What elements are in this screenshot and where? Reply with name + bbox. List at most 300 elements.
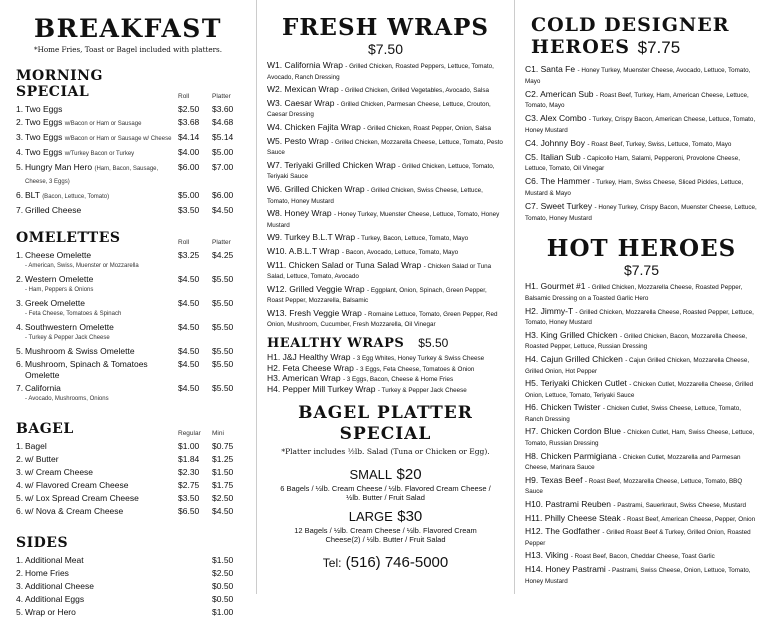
item-code: W8. bbox=[267, 208, 283, 219]
item-desc: - Grilled Chicken, Parmesan Cheese, Lettuce, Crouton, Caesar Dressing bbox=[267, 100, 491, 119]
item-name: Fresh Veggie Wrap bbox=[289, 307, 362, 318]
item-name: Honey Pastrami bbox=[545, 564, 606, 575]
item-number: 4. bbox=[16, 322, 24, 332]
item-desc: - Chicken Cutlet, Swiss Cheese, Lettuce, Tomato, Ranch Dressing bbox=[525, 405, 741, 423]
menu-item bbox=[16, 454, 246, 465]
menu-item bbox=[16, 581, 246, 592]
tel-label: Tel: bbox=[322, 556, 342, 571]
cold-title-line2: HEROES bbox=[531, 36, 630, 58]
item-desc: - Grilled Chicken, Lettuce, Tomato, Teriyaki Sauce bbox=[267, 162, 495, 181]
menu-item bbox=[525, 65, 758, 87]
menu-item bbox=[525, 355, 758, 376]
item-number: 2. bbox=[16, 117, 24, 127]
item-name: Santa Fe bbox=[540, 64, 576, 74]
item-name: Viking bbox=[545, 550, 569, 561]
menu-item bbox=[525, 139, 758, 150]
item-name: American Sub bbox=[540, 88, 594, 99]
item-code: W13. bbox=[267, 307, 287, 318]
item-name bbox=[25, 454, 178, 465]
item-name bbox=[25, 298, 178, 320]
item-name bbox=[25, 568, 212, 579]
menu-item bbox=[16, 383, 246, 405]
item-name: Grilled Chicken Wrap bbox=[284, 183, 365, 194]
item-name-text: California bbox=[25, 383, 61, 393]
item-name: California Wrap bbox=[284, 60, 343, 70]
item-code: W9. bbox=[267, 232, 283, 243]
omelettes-title: OMELETTES bbox=[16, 230, 121, 246]
item-name: Gourmet #1 bbox=[540, 281, 586, 292]
telephone bbox=[267, 554, 504, 571]
item-desc: - Grilled Chicken, Mozzarella Cheese, Roasted Pepper, Lettuce, Tomato, Honey Mustard bbox=[525, 308, 754, 327]
item-desc: w/Turkey Bacon or Turkey bbox=[64, 151, 135, 157]
item-code: H7. bbox=[525, 426, 539, 437]
item-desc: - Turkey, Ham, Swiss Cheese, Sliced Pickles, Lettuce, Mustard & Mayo bbox=[525, 179, 744, 197]
item-code: W5. bbox=[267, 135, 283, 146]
item-name bbox=[25, 594, 212, 605]
item-number: 2. bbox=[16, 568, 24, 578]
item-price-2: $5.50 bbox=[212, 346, 234, 356]
item-number: 3. bbox=[16, 581, 24, 591]
bagel-platter-title-line1: BAGEL PLATTER bbox=[298, 403, 473, 424]
bagel-platter-title bbox=[267, 403, 504, 445]
menu-item bbox=[16, 346, 246, 357]
item-price: $0.50 bbox=[212, 594, 234, 604]
item-name: Turkey B.L.T Wrap bbox=[284, 232, 356, 243]
item-name: The Godfather bbox=[545, 526, 600, 537]
menu-item bbox=[267, 185, 504, 206]
item-number: 4. bbox=[16, 594, 24, 604]
item-name-text: w/ Lox Spread Cream Cheese bbox=[25, 493, 139, 503]
menu-item bbox=[525, 565, 758, 586]
item-price-1: $3.50 bbox=[178, 205, 200, 215]
item-name-text: Two Eggs bbox=[25, 104, 63, 114]
menu-item bbox=[16, 162, 246, 188]
item-desc: - Grilled Chicken, Grilled Vegetables, Avocado, Salsa bbox=[341, 87, 489, 95]
menu-item bbox=[16, 493, 246, 504]
menu-item bbox=[267, 261, 504, 282]
menu-item bbox=[525, 403, 758, 424]
item-code: H9. bbox=[525, 474, 539, 485]
item-desc: - Chicken Cutlet, Mozzarella and Parmesan Cheese, Marinara Sauce bbox=[525, 453, 741, 472]
item-name: Sweet Turkey bbox=[540, 200, 593, 211]
item-name-text: Hungry Man Hero bbox=[25, 162, 93, 172]
menu-item bbox=[525, 527, 758, 548]
item-desc: - Roast Beef, American Cheese, Pepper, Onion bbox=[623, 515, 756, 523]
menu-item bbox=[16, 205, 246, 216]
item-number: 3. bbox=[16, 467, 24, 477]
morning-special-list bbox=[16, 104, 246, 216]
menu-item bbox=[525, 282, 758, 303]
item-number: 1. bbox=[16, 250, 24, 260]
item-code: H1. bbox=[267, 352, 281, 363]
item-price-1: $4.50 bbox=[178, 346, 200, 356]
item-name: Chicken Parmigiana bbox=[540, 450, 617, 461]
item-price-1: $6.00 bbox=[178, 162, 200, 172]
item-name-text: Greek Omelette bbox=[25, 298, 85, 308]
item-name-text: Additional Cheese bbox=[25, 581, 94, 591]
item-price-1: $4.50 bbox=[178, 383, 200, 393]
item-name: Jimmy-T bbox=[540, 305, 574, 316]
menu-item bbox=[16, 480, 246, 491]
item-name bbox=[25, 104, 178, 115]
menu-item bbox=[525, 500, 758, 511]
item-desc: - Roast Beef, Turkey, Swiss, Lettuce, Tomato, Mayo bbox=[587, 140, 732, 148]
item-name bbox=[25, 147, 178, 160]
omelettes-list bbox=[16, 250, 246, 405]
item-name-text: Grilled Cheese bbox=[25, 205, 82, 215]
item-desc: - Turkey, Crispy Bacon, American Cheese, Lettuce, Tomato, Honey Mustard bbox=[525, 116, 756, 134]
small-platter bbox=[267, 466, 504, 484]
sides-list bbox=[16, 555, 246, 618]
menu-item bbox=[525, 379, 758, 400]
item-desc: - Avocado, Mushrooms, Onions bbox=[25, 396, 109, 402]
item-desc: (Ham, Bacon, Sausage, Cheese, 3 Eggs) bbox=[25, 166, 159, 185]
item-desc: - Grilled Roast Beef & Turkey, Grilled Onion, Roasted Pepper bbox=[525, 529, 751, 547]
cold-heroes-list bbox=[525, 65, 758, 223]
menu-item bbox=[525, 202, 758, 224]
item-name: Johnny Boy bbox=[540, 137, 586, 148]
item-code: H12. bbox=[525, 526, 543, 537]
item-code: H4. bbox=[267, 383, 281, 394]
item-name bbox=[25, 480, 178, 491]
item-price-2: $5.50 bbox=[212, 322, 234, 332]
platter-col-label: Platter bbox=[212, 93, 231, 100]
item-price-2: $5.50 bbox=[212, 298, 234, 308]
item-number: 7. bbox=[16, 383, 24, 393]
roll-col-label: Roll bbox=[178, 239, 190, 246]
item-code: W11. bbox=[267, 259, 287, 270]
item-number: 5. bbox=[16, 162, 24, 172]
item-number: 1. bbox=[16, 555, 24, 565]
item-price-1: $2.75 bbox=[178, 480, 200, 490]
item-name: Teriyaki Grilled Chicken Wrap bbox=[284, 159, 396, 170]
sides-title: SIDES bbox=[16, 535, 69, 551]
item-name: Caesar Wrap bbox=[284, 97, 335, 108]
item-desc: - Grilled Chicken, Roast Pepper, Onion, Salsa bbox=[363, 124, 491, 132]
item-name: Chicken Salad or Tuna Salad Wrap bbox=[288, 259, 422, 270]
item-desc: - 3 Eggs, Bacon, Cheese & Home Fries bbox=[342, 376, 454, 384]
bagel-header bbox=[10, 421, 246, 437]
item-price-1: $2.50 bbox=[178, 104, 200, 114]
menu-item bbox=[267, 123, 504, 134]
morning-special-title: MORNING SPECIAL bbox=[16, 68, 103, 100]
item-name bbox=[25, 441, 178, 452]
item-name-text: Additional Eggs bbox=[25, 594, 85, 604]
item-desc: - Honey Turkey, Crispy Bacon, Muenster Cheese, Lettuce, Tomato, Honey Mustard bbox=[525, 203, 757, 222]
item-price-1: $3.25 bbox=[178, 250, 200, 260]
item-desc: - Roast Beef, Turkey, Ham, American Cheese, Lettuce, Tomato, Mayo bbox=[525, 91, 749, 110]
item-price-2: $1.25 bbox=[212, 454, 234, 464]
menu-item bbox=[267, 99, 504, 120]
menu-item bbox=[16, 607, 246, 618]
item-desc: - Chicken Cutlet, Mozzarella Cheese, Grilled Onion, Lettuce, Tomato, Teriyaki Sauce bbox=[525, 381, 754, 399]
item-name: American Wrap bbox=[282, 373, 341, 384]
item-price-1: $4.14 bbox=[178, 132, 200, 142]
menu-item bbox=[16, 250, 246, 272]
cold-title-line1: COLD DESIGNER bbox=[531, 14, 730, 36]
item-price-2: $7.00 bbox=[212, 162, 234, 172]
item-name bbox=[25, 190, 178, 203]
item-number: 5. bbox=[16, 346, 24, 356]
menu-item bbox=[16, 117, 246, 130]
item-name: Pesto Wrap bbox=[284, 135, 329, 146]
item-code: W6. bbox=[267, 183, 283, 194]
item-price: $0.50 bbox=[212, 581, 234, 591]
item-price-1: $3.68 bbox=[178, 117, 200, 127]
item-desc: - Roast Beef, Bacon, Cheddar Cheese, Toast Garlic bbox=[570, 553, 715, 561]
menu-item bbox=[525, 90, 758, 112]
item-code: H3. bbox=[267, 373, 281, 384]
item-price-1: $6.50 bbox=[178, 506, 200, 516]
item-desc: - Turkey & Pepper Jack Cheese bbox=[25, 335, 110, 341]
item-name: Feta Cheese Wrap bbox=[282, 362, 354, 373]
item-name bbox=[25, 274, 178, 296]
menu-item bbox=[267, 385, 504, 396]
menu-item bbox=[525, 514, 758, 525]
item-number: 7. bbox=[16, 205, 24, 215]
menu-item bbox=[525, 452, 758, 473]
item-number: 4. bbox=[16, 147, 24, 157]
platter-col-label: Platter bbox=[212, 239, 231, 246]
item-number: 3. bbox=[16, 132, 24, 142]
item-name-text: Southwestern Omelette bbox=[25, 322, 114, 332]
item-name: J&J Healthy Wrap bbox=[282, 352, 351, 363]
item-price-2: $5.50 bbox=[212, 359, 234, 369]
healthy-wraps-header bbox=[267, 336, 504, 351]
item-desc: - Romaine Lettuce, Tomato, Green Pepper, Red Onion, Mushroom, Cucumber, Fresh Mozzarella, Oil Vinegar bbox=[267, 310, 498, 329]
item-name bbox=[25, 607, 212, 618]
menu-item bbox=[16, 190, 246, 203]
item-desc: - Grilled Chicken, Mozzarella Cheese, Lettuce, Tomato, Pesto Sauce bbox=[267, 138, 503, 157]
morning-special-header bbox=[10, 68, 246, 100]
item-name-text: Wrap or Hero bbox=[25, 607, 76, 617]
item-desc: - Honey Turkey, Muenster Cheese, Avocado, Lettuce, Tomato, Mayo bbox=[525, 67, 751, 85]
item-code: H4. bbox=[525, 353, 539, 364]
healthy-wraps-list bbox=[267, 353, 504, 395]
item-code: H13. bbox=[525, 550, 543, 561]
menu-item bbox=[525, 551, 758, 562]
item-desc: - Capicollo Ham, Salami, Pepperoni, Provolone Cheese, Lettuce, Tomato, Oil Vinegar bbox=[525, 154, 740, 173]
fresh-wraps-price: $7.50 bbox=[367, 41, 404, 57]
item-price-1: $5.00 bbox=[178, 190, 200, 200]
item-code: C4. bbox=[525, 137, 539, 148]
item-name bbox=[25, 506, 178, 517]
mini-col-label: Mini bbox=[212, 430, 224, 437]
item-name: Texas Beef bbox=[540, 474, 583, 485]
item-name: Alex Combo bbox=[540, 113, 587, 124]
item-name bbox=[25, 117, 178, 130]
item-price-2: $4.50 bbox=[212, 205, 234, 215]
item-price-2: $2.50 bbox=[212, 493, 234, 503]
menu-item bbox=[267, 285, 504, 306]
large-label: LARGE bbox=[348, 509, 393, 525]
item-name bbox=[25, 205, 178, 216]
item-code: W10. bbox=[267, 245, 287, 256]
large-desc: 12 Bagels / ½lb. Cream Cheese / ½lb. Flavored Cream Cheese(2) / ½lb. Butter / Fruit Salad bbox=[294, 526, 477, 545]
menu-item bbox=[525, 177, 758, 199]
item-price-1: $4.50 bbox=[178, 359, 200, 369]
item-name: Mexican Wrap bbox=[284, 84, 339, 95]
item-name-text: Western Omelette bbox=[25, 274, 94, 284]
item-name bbox=[25, 359, 178, 381]
item-code: H8. bbox=[525, 450, 539, 461]
fresh-wraps-title: FRESH WRAPS bbox=[281, 14, 490, 41]
item-price-1: $4.50 bbox=[178, 322, 200, 332]
bagel-title: BAGEL bbox=[16, 421, 74, 437]
item-price: $1.00 bbox=[212, 607, 234, 617]
menu-item bbox=[16, 441, 246, 452]
menu-item bbox=[16, 594, 246, 605]
item-name-text: Home Fries bbox=[25, 568, 69, 578]
menu-item bbox=[16, 147, 246, 160]
item-desc: - Pastrami, Swiss Cheese, Onion, Lettuce, Tomato, Honey Mustard bbox=[525, 567, 751, 585]
item-price-2: $0.75 bbox=[212, 441, 234, 451]
item-name: Honey Wrap bbox=[284, 208, 332, 219]
large-platter bbox=[267, 508, 504, 526]
item-name bbox=[25, 162, 178, 188]
menu-item bbox=[267, 61, 504, 82]
item-name bbox=[25, 581, 212, 592]
item-price-1: $2.30 bbox=[178, 467, 200, 477]
item-number: 6. bbox=[16, 506, 24, 516]
item-desc: - Grilled Chicken, Bacon, Mozzarella Cheese, Roasted Pepper, Lettuce, Russian Dressing bbox=[525, 332, 748, 351]
menu-item bbox=[16, 132, 246, 145]
item-name: Chicken Twister bbox=[540, 402, 601, 413]
menu-item bbox=[16, 298, 246, 320]
breakfast-panel bbox=[0, 0, 256, 617]
hot-heroes-title: HOT HEROES bbox=[546, 235, 737, 263]
item-name bbox=[25, 555, 212, 566]
item-price-2: $5.14 bbox=[212, 132, 234, 142]
item-price-2: $1.50 bbox=[212, 467, 234, 477]
menu-item bbox=[16, 555, 246, 566]
item-number: 6. bbox=[16, 359, 24, 369]
item-code: W4. bbox=[267, 121, 283, 132]
item-number: 2. bbox=[16, 274, 24, 284]
item-name: The Hammer bbox=[540, 176, 591, 187]
item-code: W12. bbox=[267, 283, 287, 294]
item-number: 6. bbox=[16, 190, 24, 200]
menu-item bbox=[16, 359, 246, 381]
item-code: H5. bbox=[525, 378, 539, 389]
item-name: Chicken Cordon Blue bbox=[540, 426, 621, 437]
item-number: 3. bbox=[16, 298, 24, 308]
menu-item bbox=[16, 568, 246, 579]
item-code: W3. bbox=[267, 97, 283, 108]
small-label: SMALL bbox=[349, 467, 393, 483]
item-name: Grilled Veggie Wrap bbox=[289, 283, 365, 294]
item-desc: - 3 Egg Whites, Honey Turkey & Swiss Cheese bbox=[352, 355, 485, 363]
healthy-wraps-title: HEALTHY WRAPS bbox=[267, 336, 405, 352]
cold-heroes-price: $7.75 bbox=[637, 38, 681, 57]
item-price-2: $5.50 bbox=[212, 274, 234, 284]
item-name: Pepper Mill Turkey Wrap bbox=[282, 383, 376, 394]
item-code: H11. bbox=[525, 512, 543, 523]
item-code: C3. bbox=[525, 113, 539, 124]
item-desc: - Ham, Peppers & Onions bbox=[25, 287, 94, 293]
bagel-platter-title-line2: SPECIAL bbox=[339, 424, 432, 445]
item-code: C7. bbox=[525, 200, 539, 211]
item-name: Philly Cheese Steak bbox=[544, 512, 621, 523]
item-name-text: Cheese Omelette bbox=[25, 250, 92, 260]
item-desc: w/Bacon or Ham or Sausage bbox=[64, 121, 142, 127]
menu-item bbox=[525, 476, 758, 497]
menu-item bbox=[525, 114, 758, 136]
item-price-2: $1.75 bbox=[212, 480, 234, 490]
breakfast-note: *Home Fries, Toast or Bagel included with platters. bbox=[33, 45, 223, 54]
item-name-text: w/ Cream Cheese bbox=[25, 467, 94, 477]
item-desc: - Bacon, Avocado, Lettuce, Tomato, Mayo bbox=[341, 248, 459, 256]
menu-item bbox=[525, 153, 758, 175]
small-desc: 6 Bagels / ½lb. Cream Cheese / ½lb. Flavored Cream Cheese / ½lb. Butter / Fruit Salad bbox=[280, 484, 491, 503]
item-name-text: BLT bbox=[25, 190, 40, 200]
item-price-2: $4.50 bbox=[212, 506, 234, 516]
item-price-1: $3.50 bbox=[178, 493, 200, 503]
item-name-text: w/ Nova & Cream Cheese bbox=[25, 506, 124, 516]
menu-item bbox=[525, 331, 758, 352]
item-name: Italian Sub bbox=[540, 151, 581, 162]
item-name: King Grilled Chicken bbox=[540, 329, 618, 340]
item-desc: (Bacon, Lettuce, Tomato) bbox=[42, 194, 110, 200]
item-price-2: $4.68 bbox=[212, 117, 234, 127]
menu-item bbox=[525, 307, 758, 328]
menu-item bbox=[16, 274, 246, 296]
bagel-platter-note: *Platter includes ½lb. Salad (Tuna or Chicken or Egg). bbox=[281, 447, 490, 457]
item-code: C6. bbox=[525, 176, 539, 187]
fresh-wraps-list bbox=[267, 61, 504, 330]
item-name-text: w/ Butter bbox=[25, 454, 59, 464]
item-number: 1. bbox=[16, 104, 24, 114]
tel-number[interactable]: (516) 746-5000 bbox=[345, 554, 449, 572]
item-name bbox=[25, 250, 178, 272]
item-code: C1. bbox=[525, 64, 539, 74]
item-name-text: w/ Flavored Cream Cheese bbox=[25, 480, 129, 490]
item-code: H2. bbox=[525, 305, 539, 316]
item-desc: - 3 Eggs, Feta Cheese, Tomatoes & Onion bbox=[356, 365, 475, 373]
item-price-2: $6.00 bbox=[212, 190, 234, 200]
item-name-text: Mushroom, Spinach & Tomatoes Omelette bbox=[25, 359, 148, 380]
hot-heroes-list bbox=[525, 282, 758, 586]
menu-item bbox=[267, 85, 504, 96]
item-code: W1. bbox=[267, 60, 283, 70]
menu-item bbox=[267, 209, 504, 230]
menu-item bbox=[267, 233, 504, 244]
item-name-text: Two Eggs bbox=[25, 147, 63, 157]
item-desc: - Feta Cheese, Tomatoes & Spinach bbox=[25, 311, 122, 317]
item-name: Teriyaki Chicken Cutlet bbox=[540, 378, 627, 389]
item-desc: - Honey Turkey, Muenster Cheese, Lettuce, Tomato, Honey Mustard bbox=[267, 211, 500, 229]
item-price-1: $1.84 bbox=[178, 454, 200, 464]
item-number: 5. bbox=[16, 607, 24, 617]
item-desc: - Pastrami, Sauerkraut, Swiss Cheese, Mustard bbox=[613, 502, 747, 510]
item-desc: - Chicken Salad or Tuna Salad, Lettuce, Tomato, Avocado bbox=[267, 262, 492, 281]
menu-item bbox=[267, 309, 504, 330]
item-code: C2. bbox=[525, 88, 539, 99]
item-desc: - Cajun Grilled Chicken, Mozzarella Cheese, Grilled Onion, Hot Pepper bbox=[525, 356, 750, 375]
bagel-list bbox=[16, 441, 246, 517]
item-price-1: $4.00 bbox=[178, 147, 200, 157]
menu-item bbox=[16, 322, 246, 344]
menu-item bbox=[267, 161, 504, 182]
breakfast-title: BREAKFAST bbox=[34, 14, 222, 43]
item-number: 2. bbox=[16, 454, 24, 464]
item-desc: - Chicken Cutlet, Ham, Swiss Cheese, Lettuce, Tomato, Russian Dressing bbox=[525, 429, 755, 448]
item-price-2: $5.00 bbox=[212, 147, 234, 157]
item-price-1: $1.00 bbox=[178, 441, 200, 451]
menu-item bbox=[16, 506, 246, 517]
menu-item bbox=[16, 104, 246, 115]
item-code: C5. bbox=[525, 151, 539, 162]
